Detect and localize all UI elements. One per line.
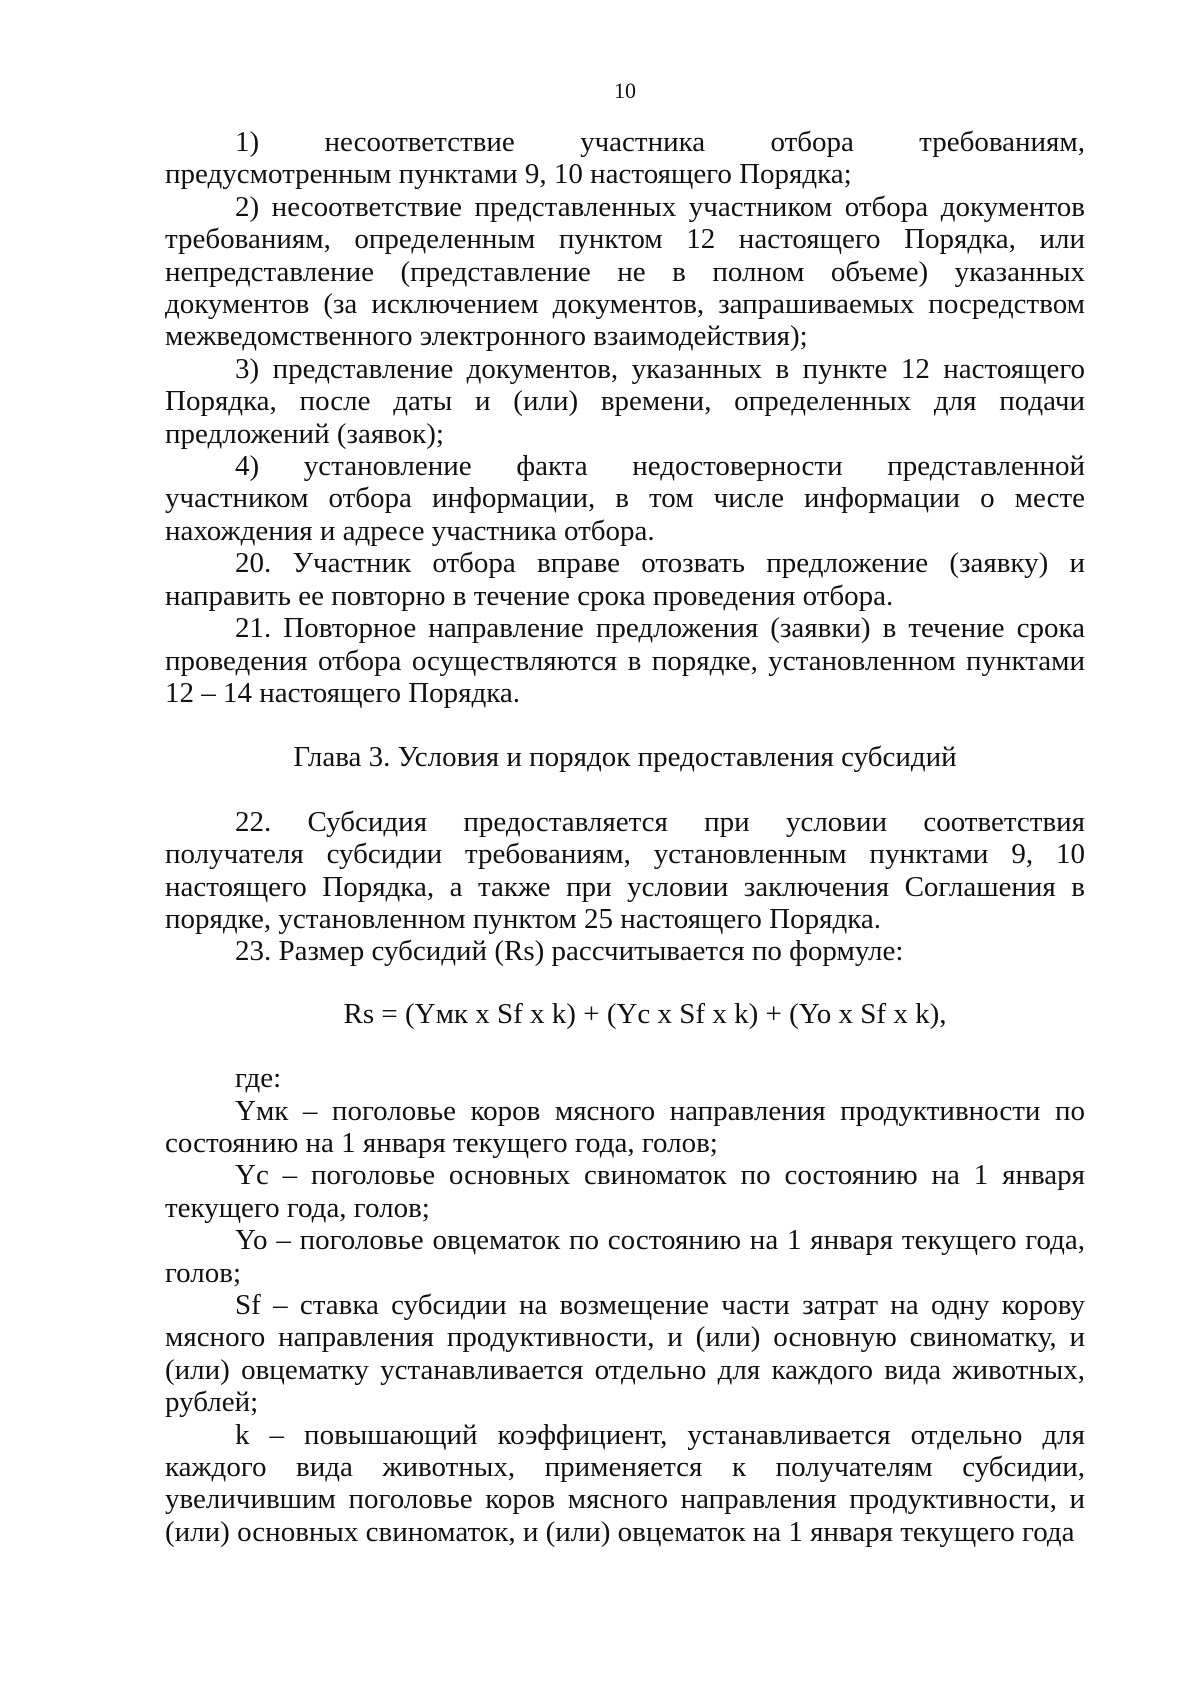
page-number: 10 xyxy=(614,78,636,103)
list-item-2: 2) несоответствие представленных участником отбора документов требованиям, определенным пунктом 12 настоящего Порядка, или непредставление (представление не в полном объеме) указанных документов (за исключением документов, запрашиваемых посредством межведомственного электронного взаимодействия); xyxy=(165,190,1085,353)
chapter-title: Глава 3. Условия и порядок предоставления субсидий xyxy=(293,741,957,774)
paragraph-23: 23. Размер субсидий (Rs) рассчитывается по формуле: xyxy=(235,935,904,968)
definition-yo: Yo – поголовье овцематок по состоянию на 1 января текущего года, голов; xyxy=(165,1224,1085,1289)
definition-yc: Yc – поголовье основных свиноматок по состоянию на 1 января текущего года, голов; xyxy=(165,1159,1085,1224)
list-item-1: 1) несоответствие участника отбора требованиям, предусмотренным пунктами 9, 10 настоящего Порядка; xyxy=(165,126,1085,191)
definition-k: k – повышающий коэффициент, устанавливается отдельно для каждого вида животных, применяется к получателям субсидии, увеличившим поголовье коров мясного направления продуктивности, и (или) основных свиноматок, и (или) овцематок на 1 января текущего года xyxy=(165,1418,1085,1548)
page-content xyxy=(165,78,1085,1548)
list-item-4: 4) установление факта недостоверности представленной участником отбора информации, в том числе информации о месте нахождения и адресе участника отбора. xyxy=(165,450,1085,547)
definition-ymk: Yмк – поголовье коров мясного направления продуктивности по состоянию на 1 января текущего года, голов; xyxy=(165,1094,1085,1159)
paragraph-21: 21. Повторное направление предложения (заявки) в течение срока проведения отбора осуществляются в порядке, установленном пунктами 12 – 14 настоящего Порядка. xyxy=(165,612,1085,709)
list-item-3: 3) представление документов, указанных в пункте 12 настоящего Порядка, после даты и (или) времени, определенных для подачи предложений (заявок); xyxy=(165,352,1085,450)
paragraph-22: 22. Субсидия предоставляется при условии соответствия получателя субсидии требованиям, установленным пунктами 9, 10 настоящего Порядка, а также при условии заключения Соглашения в порядке, установленном пунктом 25 настоящего Порядка. xyxy=(165,805,1085,935)
where-label: где: xyxy=(235,1062,282,1095)
formula: Rs = (Yмк x Sf x k) + (Yc x Sf x k) + (Yo x Sf x k), xyxy=(343,997,947,1030)
definition-sf: Sf – ставка субсидии на возмещение части затрат на одну корову мясного направления продуктивности, и (или) основную свиноматку, и (или) овцематку устанавливается отдельно для каждого вида животных, рублей; xyxy=(165,1289,1085,1419)
paragraph-20: 20. Участник отбора вправе отозвать предложение (заявку) и направить ее повторно в течение срока проведения отбора. xyxy=(165,547,1085,612)
